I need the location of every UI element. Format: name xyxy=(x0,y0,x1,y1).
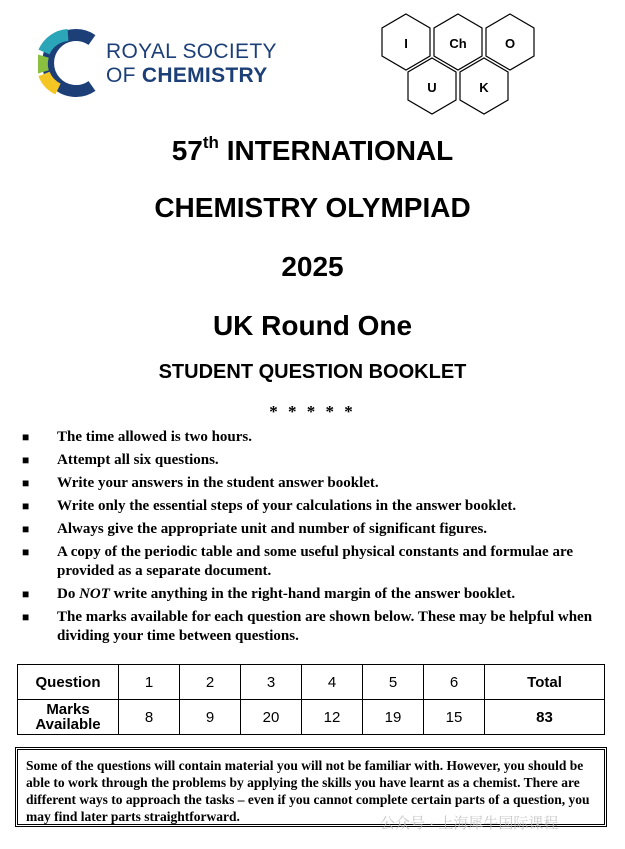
title-year: 2025 xyxy=(281,251,344,282)
bullet-square-icon: ■ xyxy=(22,545,30,559)
list-item xyxy=(22,497,602,516)
rule-text-post: write anything in the right-hand margin of the answer booklet. xyxy=(109,586,516,602)
title-line-1-rest: INTERNATIONAL xyxy=(218,135,454,166)
rule-text: The marks available for each question are shown below. These may be helpful when dividing your time between questions. xyxy=(57,609,593,644)
marks-table xyxy=(17,664,605,735)
list-item xyxy=(22,474,602,493)
title-ordinal-suffix: th xyxy=(202,133,219,152)
rule-text: Write your answers in the student answer booklet. xyxy=(57,475,379,491)
question-number: 3 xyxy=(241,665,302,700)
rule-text: The time allowed is two hours. xyxy=(57,429,252,445)
title-ordinal: 57 xyxy=(171,135,203,166)
bullet-square-icon: ■ xyxy=(22,522,30,536)
marks-header-line-1: Marks xyxy=(46,701,90,718)
bullet-square-icon: ■ xyxy=(22,476,30,490)
marks-value: 8 xyxy=(119,700,180,735)
marks-total: 83 xyxy=(485,700,605,735)
bullet-square-icon: ■ xyxy=(22,499,30,513)
question-number: 4 xyxy=(302,665,363,700)
rsc-logo-mark-icon xyxy=(38,28,100,98)
hex-label-u: U xyxy=(427,80,437,95)
icho-uk-hex-logo xyxy=(378,8,546,120)
bullet-square-icon: ■ xyxy=(22,610,30,624)
rsc-logo xyxy=(38,26,308,106)
marks-available-header xyxy=(18,700,119,735)
marks-value: 20 xyxy=(241,700,302,735)
list-item xyxy=(22,428,602,447)
question-number: 1 xyxy=(119,665,180,700)
logo-line-2-bold: CHEMISTRY xyxy=(141,64,268,87)
rule-text: A copy of the periodic table and some useful physical constants and formulae are provided as a separate document. xyxy=(57,544,573,579)
rule-text: Write only the essential steps of your calculations in the answer booklet. xyxy=(57,498,517,514)
title-line-1 xyxy=(0,133,625,167)
instructions-list xyxy=(22,428,602,650)
marks-value: 15 xyxy=(424,700,485,735)
title-booklet: STUDENT QUESTION BOOKLET xyxy=(158,361,467,383)
table-row xyxy=(18,700,605,735)
question-number: 6 xyxy=(424,665,485,700)
bullet-square-icon: ■ xyxy=(22,587,30,601)
question-number: 2 xyxy=(180,665,241,700)
marks-value: 9 xyxy=(180,700,241,735)
marks-value: 19 xyxy=(363,700,424,735)
list-item xyxy=(22,608,602,646)
question-header: Question xyxy=(18,665,119,700)
list-item xyxy=(22,451,602,470)
marks-value: 12 xyxy=(302,700,363,735)
rule-text: Attempt all six questions. xyxy=(57,452,219,468)
logo-line-2 xyxy=(106,64,277,88)
rule-text-emphasis: NOT xyxy=(79,586,110,602)
title-line-2: CHEMISTRY OLYMPIAD xyxy=(154,192,471,223)
bullet-square-icon: ■ xyxy=(22,453,30,467)
logo-line-2-prefix: OF xyxy=(106,64,142,87)
bullet-square-icon: ■ xyxy=(22,430,30,444)
hex-label-ch: Ch xyxy=(449,36,467,51)
hex-label-k: K xyxy=(479,80,489,95)
list-item xyxy=(22,520,602,539)
table-row xyxy=(18,665,605,700)
question-number: 5 xyxy=(363,665,424,700)
list-item xyxy=(22,585,602,604)
total-header: Total xyxy=(485,665,605,700)
logo-line-1: ROYAL SOCIETY xyxy=(106,40,277,63)
note-box: Some of the questions will contain material you will not be familiar with. However, you should be able to work through the problems by applying the skills you have learnt as a chemist. There are different ways to approach the tasks – even if you cannot complete certain parts of a question, you may find later parts straightforward. xyxy=(15,747,607,827)
hex-label-o: O xyxy=(504,36,516,51)
list-item xyxy=(22,543,602,581)
rule-text-pre: Do xyxy=(57,586,80,602)
separator-stars: * * * * * xyxy=(269,402,356,421)
rsc-logo-text xyxy=(106,40,277,88)
title-round: UK Round One xyxy=(212,310,413,341)
rule-text: Always give the appropriate unit and number of significant figures. xyxy=(57,521,488,537)
hex-label-i: I xyxy=(404,36,408,51)
marks-header-line-2: Available xyxy=(35,716,101,733)
watermark-text: 公众号 · 上海犀牛国际课程 xyxy=(380,815,559,832)
